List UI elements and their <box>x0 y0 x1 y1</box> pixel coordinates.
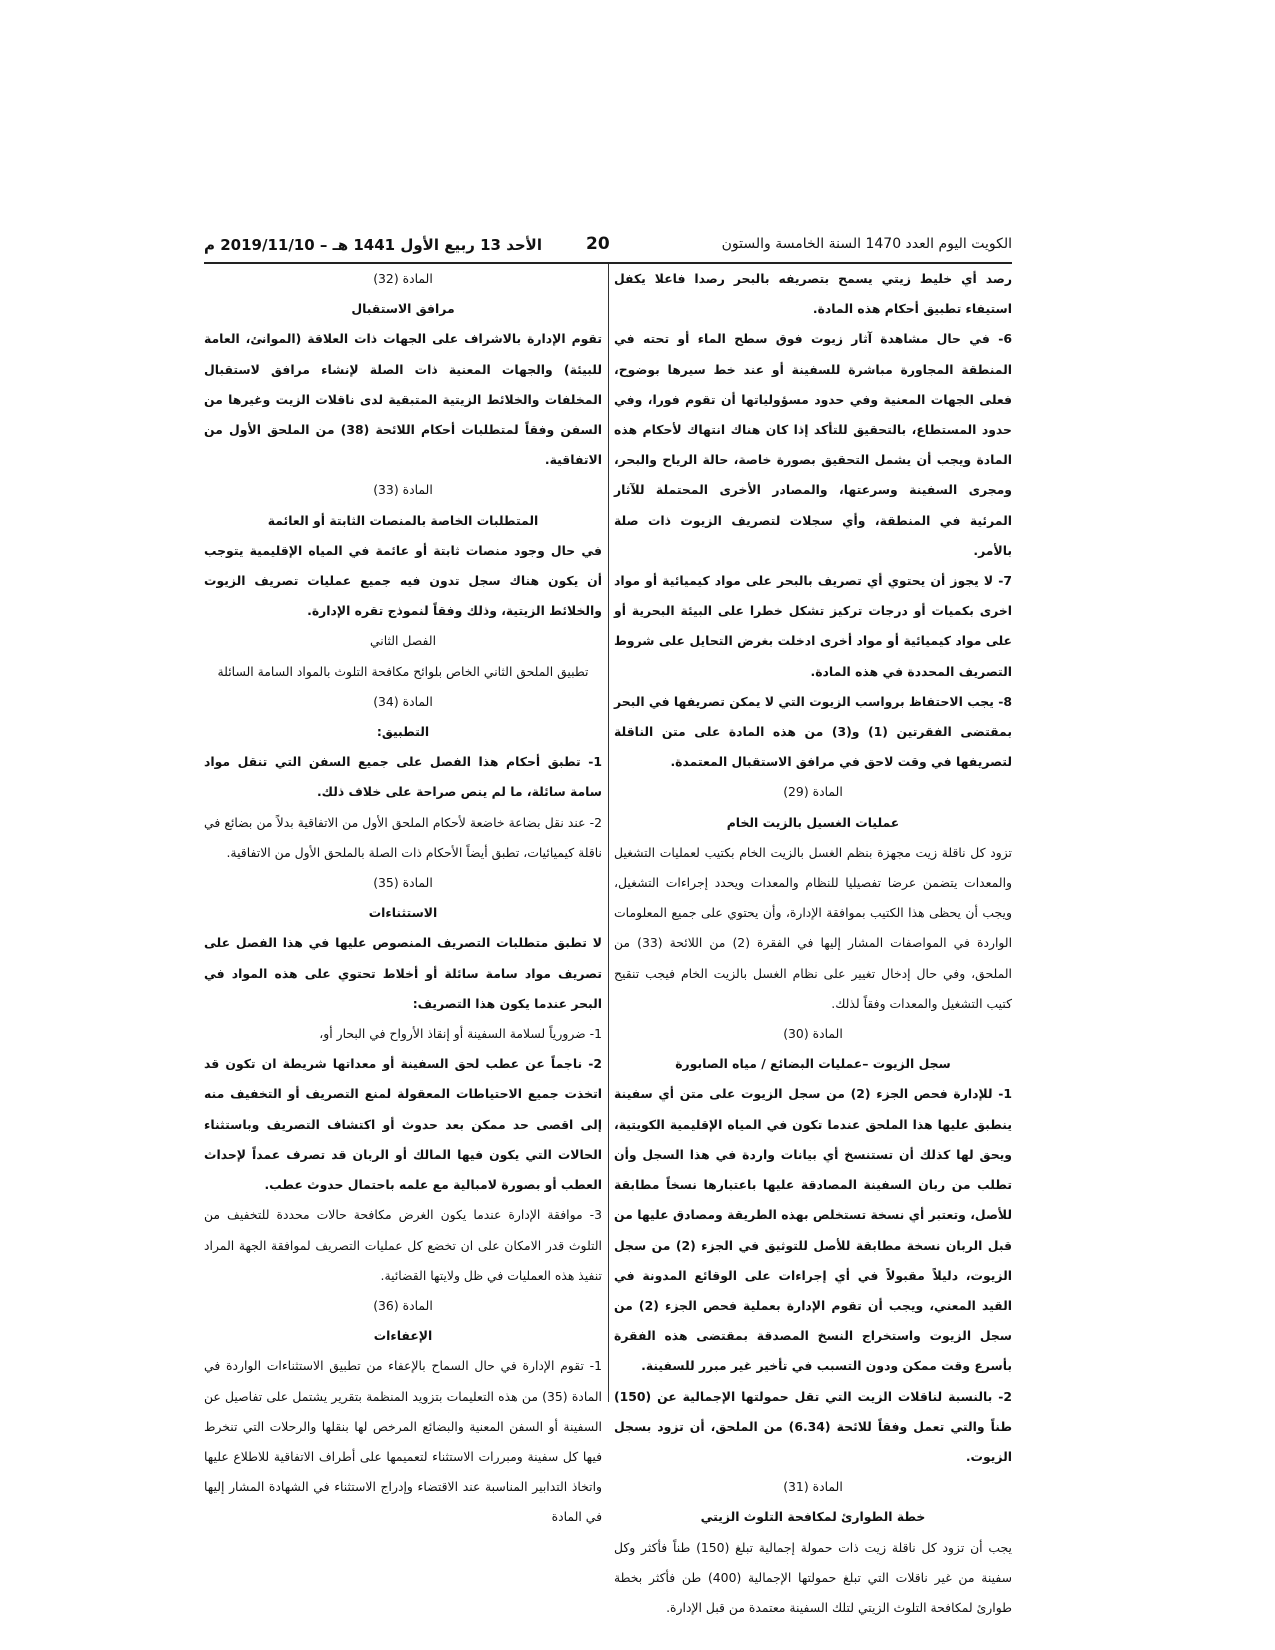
article-title: المادة (32) <box>373 271 433 286</box>
paragraph: 1- تطبق أحكام هذا الفصل على جميع السفن التي تنقل مواد سامة سائلة، ما لم ينص صراحة على خلاف ذلك. <box>204 754 602 800</box>
paragraph: 6- في حال مشاهدة آثار زيوت فوق سطح الماء أو تحته في المنطقة المجاورة مباشرة للسفينة أو عند خط سيرها بوضوح، فعلى الجهات المعنية وفي حدود مسؤولياتها أن تقوم فورا، وفي حدود المستطاع، بالتحقيق للتأكد إذا كان هناك انتهاك لأحكام هذه المادة ويجب أن يشمل التحقيق بصورة خاصة، حالة الرياح والبحر، ومجرى السفينة وسرعتها، والمصادر الأخرى المحتملة للآثار المرئية في المنطقة، وأي سجلات لتصريف الزيوت ذات صلة بالأمر. <box>614 331 1012 558</box>
paragraph: 2- عند نقل بضاعة خاضعة لأحكام الملحق الأول من الاتفاقية بدلاً من بضائع في ناقلة كيميائيات، تطبق أيضاً الأحكام ذات الصلة بالملحق الأول من الاتفاقية. <box>204 814 602 860</box>
paragraph: 2- ناجماً عن عطب لحق السفينة أو معداتها شريطة ان تكون قد اتخذت جميع الاحتياطات المعقولة لمنع التصريف أو التخفيف منه إلى اقصى حد ممكن بعد حدوث أو اكتشاف التصريف وباستثناء الحالات التي يكون فيها المالك أو الربان قد تصرف عمداً لإحداث العطب أو بصورة لامبالية مع علمه باحتمال حدوث عطب. <box>204 1056 602 1193</box>
article-heading: الاستثناءات <box>368 905 438 921</box>
article-title: المادة (36) <box>373 1297 433 1313</box>
article-title: المادة (33) <box>373 482 433 498</box>
article-heading: سجل الزيوت –عمليات البضائع / مياه الصابورة <box>675 1056 951 1072</box>
paragraph: لا تطبق متطلبات التصريف المنصوص عليها في هذا الفصل على تصريف مواد سامة سائلة أو أخلاط تحتوي على هذه المواد في البحر عندما يكون هذا التصريف: <box>204 935 602 1011</box>
right-column <box>614 264 1013 1615</box>
page-header <box>204 232 1012 264</box>
page-number: 20 <box>586 234 610 254</box>
column-divider <box>608 264 609 1402</box>
paragraph: رصد أي خليط زيتي يسمح بتصريفه بالبحر رصدا فاعلا يكفل استيفاء تطبيق أحكام هذه المادة. <box>614 271 1012 317</box>
paragraph: في حال وجود منصات ثابتة أو عائمة في المياه الإقليمية يتوجب أن يكون هناك سجل تدون فيه جميع عمليات تصريف الزيوت والخلائط الزيتية، وذلك وفقاً لنموذج تقره الإدارة. <box>204 542 602 619</box>
paragraph: 3- موافقة الإدارة عندما يكون الغرض مكافحة حالات محددة للتخفيف من التلوث قدر الامكان على ان تخضع كل عمليات التصريف لموافقة الجهة المراد تنفيذ هذه العمليات في ظل ولايتها القضائية. <box>204 1207 602 1283</box>
article-title: المادة (29) <box>783 784 843 800</box>
article-heading: الإعفاءات <box>373 1328 433 1344</box>
article-heading: خطة الطوارئ لمكافحة التلوث الزيتي <box>700 1509 926 1525</box>
chapter-title: الفصل الثاني <box>369 633 437 649</box>
header-date: الأحد 13 ربيع الأول 1441 هـ – 2019/11/10 م <box>204 236 542 254</box>
chapter-subtitle: تطبيق الملحق الثاني الخاص بلوائح مكافحة التلوث بالمواد السامة السائلة <box>217 663 589 679</box>
paragraph: 2- بالنسبة لناقلات الزيت التي تقل حمولتها الإجمالية عن (150) طناً والتي تعمل وفقاً للائحة (6.34) من الملحق، أن تزود بسجل الزيوت. <box>614 1388 1012 1464</box>
article-heading: مرافق الاستقبال <box>351 301 455 317</box>
paragraph: 7- لا يجوز أن يحتوي أي تصريف بالبحر على مواد كيميائية أو مواد اخرى بكميات أو درجات تركيز تشكل خطرا على البيئة البحرية أو على مواد كيميائية أو مواد أخرى ادخلت بغرض التحايل على شروط التصريف المحددة في هذه المادة. <box>614 573 1012 679</box>
paragraph: يجب أن تزود كل ناقلة زيت ذات حمولة إجمالية تبلغ (150) طناً فأكثر وكل سفينة من غير ناقلات التي تبلغ حمولتها الإجمالية (400) طن فأكثر بخطة طوارئ لمكافحة التلوث الزيتي لتلك السفينة معتمدة من قبل الإدارة. <box>614 1539 1012 1615</box>
article-title: المادة (30) <box>783 1026 843 1042</box>
article-heading: عمليات الغسيل بالزيت الخام <box>726 814 900 830</box>
article-title: المادة (35) <box>373 875 433 891</box>
paragraph: 1- تقوم الإدارة في حال السماح بالإعفاء من تطبيق الاستثناءات الواردة في المادة (35) من هذه التعليمات بتزويد المنظمة بتقرير يشتمل على تفاصيل عن السفينة أو السفن المعنية والبضائع المرخص لها بنقلها والرحلات التي تنخرط فيها كل سفينة ومبررات الاستثناء لتعميمها على أطراف الاتفاقية للاطلاع عليها واتخاذ التدابير المناسبة عند الاقتضاء وإدراج الاستثناء في الشهادة المشار إليها في المادة <box>204 1358 602 1525</box>
article-title: المادة (34) <box>373 693 433 709</box>
article-heading: التطبيق: <box>376 724 430 740</box>
header-gazette-title: الكويت اليوم العدد 1470 السنة الخامسة والستون <box>721 236 1012 252</box>
paragraph: 1- للإدارة فحص الجزء (2) من سجل الزيوت على متن أي سفينة ينطبق عليها هذا الملحق عندما تكون في المياه الإقليمية الكويتية، ويحق لها كذلك أن تستنسخ أي بيانات واردة في هذا السجل وأن تطلب من ربان السفينة المصادقة عليها باعتبارها نسخاً مطابقة للأصل، وتعتبر أي نسخة تستخلص بهذه الطريقة ومصادق عليها من قبل الربان نسخة مطابقة للأصل للتوثيق في الجزء (2) من سجل الزيوت، دليلاً مقبولاً في أي إجراءات على الوقائع المدونة في القيد المعني، ويجب أن تقوم الإدارة بعملية فحص الجزء (2) من سجل الزيوت واستخراج النسخ المصدقة بمقتضى هذه الفقرة بأسرع وقت ممكن ودون التسبب في تأخير غير مبرر للسفينة. <box>614 1086 1012 1374</box>
paragraph: 8- يجب الاحتفاظ برواسب الزيوت التي لا يمكن تصريفها في البحر بمقتضى الفقرتين (1) و(3) من هذه المادة على متن الناقلة لتصريفها في وقت لاحق في مرافق الاستقبال المعتمدة. <box>614 693 1012 770</box>
paragraph: 1- ضرورياً لسلامة السفينة أو إنقاذ الأرواح في البحار أو، <box>319 1026 602 1042</box>
article-heading: المتطلبات الخاصة بالمنصات الثابتة أو العائمة <box>267 512 539 528</box>
article-title: المادة (31) <box>783 1479 843 1495</box>
paragraph: تقوم الإدارة بالاشراف على الجهات ذات العلاقة (الموانئ، العامة للبيئة) والجهات المعنية ذات الصلة لإنشاء مرافق لاستقبال المخلفات والخلائط الزيتية المتبقية لدى ناقلات الزيت وغيرها من السفن وفقاً لمتطلبات أحكام اللائحة (38) من الملحق الأول من الاتفاقية. <box>204 331 602 468</box>
paragraph: تزود كل ناقلة زيت مجهزة بنظم الغسل بالزيت الخام بكتيب لعمليات التشغيل والمعدات يتضمن عرضا تفصيليا للنظام والمعدات ويحدد إجراءات التشغيل، ويجب أن يحظى هذا الكتيب بموافقة الإدارة، وأن يحتوي على جميع المعلومات الواردة في المواصفات المشار إليها في الفقرة (2) من اللائحة (33) من الملحق، وفي حال إدخال تغيير على نظام الغسل بالزيت الخام فيجب تنقيح كتيب التشغيل والمعدات وفقاً لذلك. <box>614 844 1013 1011</box>
left-column <box>204 264 602 1525</box>
